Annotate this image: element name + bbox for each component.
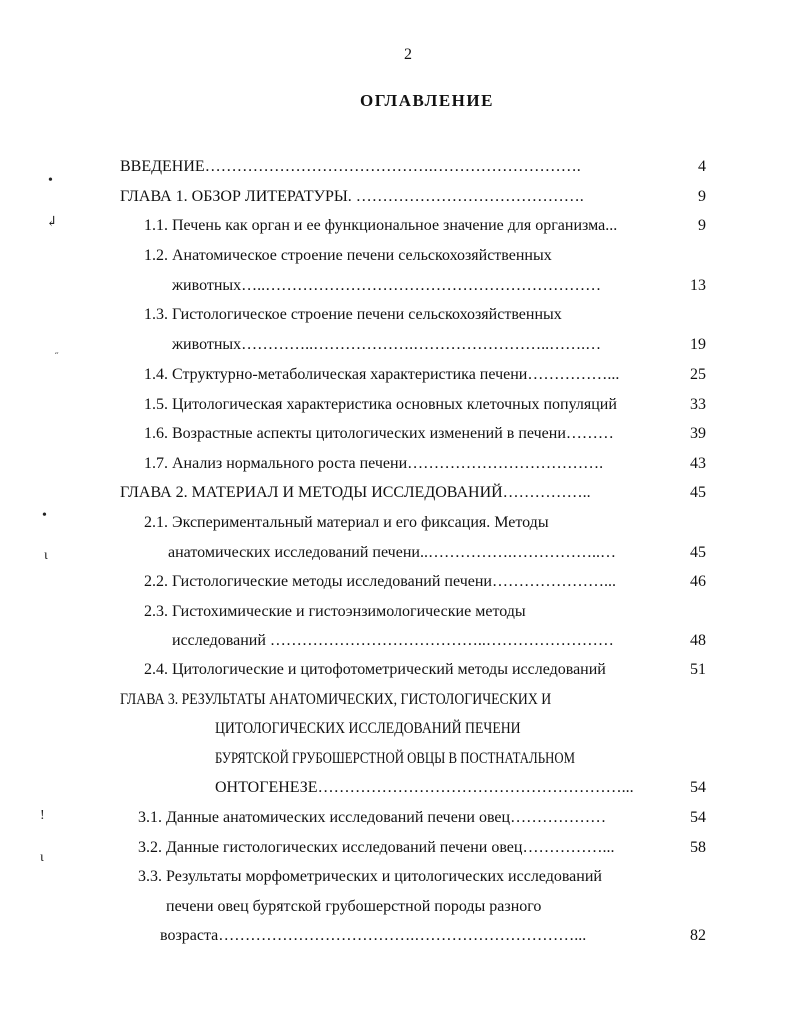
scan-speck: ǃ bbox=[40, 808, 45, 823]
toc-entry bbox=[0, 657, 793, 683]
scan-speck: ˝ bbox=[55, 352, 59, 363]
toc-entry-page: 45 bbox=[690, 544, 706, 561]
toc-entry-page: 33 bbox=[690, 396, 706, 413]
toc-entry-text: 3.1. Данные анатомических исследований печени овец……………… bbox=[138, 809, 607, 826]
scan-speck: • bbox=[42, 508, 47, 523]
toc-entry bbox=[0, 746, 793, 772]
toc-entry-page: 19 bbox=[690, 336, 706, 353]
toc-entry bbox=[0, 805, 793, 831]
toc-entry-text: ГЛАВА 2. МАТЕРИАЛ И МЕТОДЫ ИССЛЕДОВАНИЙ…………….. bbox=[120, 484, 591, 501]
toc-entry-text: ГЛАВА 1. ОБЗОР ЛИТЕРАТУРЫ. ……………………………………. bbox=[120, 188, 584, 205]
toc-entry-text: 1.7. Анализ нормального роста печени………………………………. bbox=[144, 455, 604, 472]
toc-entry-text: ГЛАВА 3. РЕЗУЛЬТАТЫ АНАТОМИЧЕСКИХ, ГИСТОЛОГИЧЕСКИХ И bbox=[120, 691, 552, 708]
toc-entry-text: 1.4. Структурно-метаболическая характеристика печени……………... bbox=[144, 366, 620, 383]
toc-entry-page: 45 bbox=[690, 484, 706, 501]
toc-entry-text: 1.5. Цитологическая характеристика основных клеточных популяций bbox=[144, 396, 617, 413]
toc-entry-page: 54 bbox=[690, 779, 706, 796]
toc-entry-page: 39 bbox=[690, 425, 706, 442]
toc-entry-text: 1.2. Анатомическое строение печени сельскохозяйственных bbox=[144, 247, 552, 264]
toc-entry-text: 3.2. Данные гистологических исследований печени овец……………... bbox=[138, 839, 615, 856]
toc-entry bbox=[0, 894, 793, 920]
toc-entry bbox=[0, 362, 793, 388]
toc-entry bbox=[0, 243, 793, 269]
toc-entry-page: 9 bbox=[698, 217, 706, 234]
toc-entry-page: 48 bbox=[690, 632, 706, 649]
toc-entry-text: 2.4. Цитологические и цитофотометрический методы исследований bbox=[144, 661, 606, 678]
toc-entry-text: возраста……………………………….…………………………... bbox=[160, 927, 587, 944]
scan-speck: ι bbox=[40, 850, 44, 865]
toc-entry-page: 4 bbox=[698, 158, 706, 175]
toc-entry bbox=[0, 480, 793, 506]
toc-entry bbox=[0, 687, 793, 713]
scan-speck: ↲ bbox=[46, 215, 58, 230]
toc-entry bbox=[0, 835, 793, 861]
toc-entry-text: животных…………..……………….……………………..…….… bbox=[172, 336, 602, 353]
toc-entry bbox=[0, 510, 793, 536]
toc-entry-page: 9 bbox=[698, 188, 706, 205]
toc-entry bbox=[0, 923, 793, 949]
toc-entry-page: 46 bbox=[690, 573, 706, 590]
toc-entry bbox=[0, 540, 793, 566]
toc-entry bbox=[0, 392, 793, 418]
toc-entry bbox=[0, 213, 793, 239]
toc-entry-text: 1.3. Гистологическое строение печени сельскохозяйственных bbox=[144, 306, 562, 323]
toc-entry-text: 1.6. Возрастные аспекты цитологических изменений в печени……… bbox=[144, 425, 614, 442]
toc-entry bbox=[0, 184, 793, 210]
toc-entry-text: 3.3. Результаты морфометрических и цитологических исследований bbox=[138, 868, 602, 885]
page-title: ОГЛАВЛЕНИЕ bbox=[360, 91, 494, 110]
scan-speck: • bbox=[48, 173, 53, 188]
toc-entry-text: 2.2. Гистологические методы исследований печени…………………... bbox=[144, 573, 616, 590]
toc-entry-text: печени овец бурятской грубошерстной породы разного bbox=[166, 898, 542, 915]
toc-entry bbox=[0, 864, 793, 890]
toc-entry bbox=[0, 775, 793, 801]
toc-entry-page: 13 bbox=[690, 277, 706, 294]
toc-entry-text: анатомических исследований печени..…………….……………..… bbox=[168, 544, 616, 561]
toc-entry-text: 1.1. Печень как орган и ее функциональное значение для организма... bbox=[144, 217, 618, 234]
toc-entry-page: 43 bbox=[690, 455, 706, 472]
toc-entry-text: ЦИТОЛОГИЧЕСКИХ ИССЛЕДОВАНИЙ ПЕЧЕНИ bbox=[215, 720, 521, 737]
toc-entry bbox=[0, 569, 793, 595]
toc-entry-text: 2.3. Гистохимические и гистоэнзимологические методы bbox=[144, 603, 526, 620]
toc-entry-text: 2.1. Экспериментальный материал и его фиксация. Методы bbox=[144, 514, 549, 531]
toc-entry bbox=[0, 451, 793, 477]
toc-entry-page: 58 bbox=[690, 839, 706, 856]
toc-entry bbox=[0, 716, 793, 742]
toc-entry bbox=[0, 421, 793, 447]
scan-speck: ι bbox=[44, 548, 48, 563]
toc-entry-text: БУРЯТСКОЙ ГРУБОШЕРСТНОЙ ОВЦЫ В ПОСТНАТАЛЬНОМ bbox=[215, 750, 575, 767]
toc-entry-page: 25 bbox=[690, 366, 706, 383]
toc-entry-text: исследований …………………………………..…………………… bbox=[172, 632, 614, 649]
toc-entry-text: животных…..……………………………………………………… bbox=[172, 277, 602, 294]
page-number: 2 bbox=[404, 46, 412, 63]
toc-entry bbox=[0, 599, 793, 625]
toc-entry bbox=[0, 154, 793, 180]
toc-entry-page: 51 bbox=[690, 661, 706, 678]
toc-entry-text: ОНТОГЕНЕЗЕ…………………………………………………... bbox=[215, 779, 634, 796]
toc-entry-page: 82 bbox=[690, 927, 706, 944]
toc-entry bbox=[0, 332, 793, 358]
toc-entry-text: ВВЕДЕНИЕ…………………………………….………………………. bbox=[120, 158, 581, 175]
toc-entry bbox=[0, 302, 793, 328]
toc-entry-page: 54 bbox=[690, 809, 706, 826]
toc-entry bbox=[0, 628, 793, 654]
toc-entry bbox=[0, 273, 793, 299]
